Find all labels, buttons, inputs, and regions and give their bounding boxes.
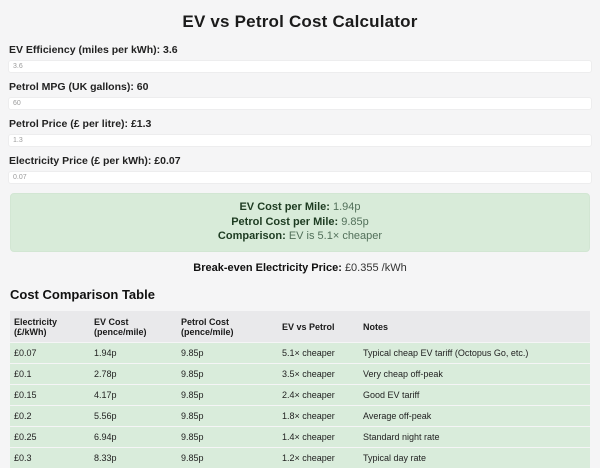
cell-ev-cost: 6.94p bbox=[90, 426, 177, 447]
cost-comparison-table bbox=[10, 311, 590, 468]
table-row bbox=[10, 426, 590, 447]
cell-electricity: £0.3 bbox=[10, 447, 90, 468]
table-row bbox=[10, 363, 590, 384]
petrol-price-input[interactable] bbox=[8, 134, 592, 147]
results-panel bbox=[10, 193, 590, 252]
breakeven-line bbox=[8, 262, 592, 274]
ev-cost-result bbox=[11, 200, 589, 215]
table-row bbox=[10, 447, 590, 468]
breakeven-label: Break-even Electricity Price: bbox=[193, 261, 342, 274]
ev-cost-result-label: EV Cost per Mile: bbox=[239, 201, 330, 213]
cell-notes: Average off-peak bbox=[359, 405, 590, 426]
cell-ev-cost: 5.56p bbox=[90, 405, 177, 426]
petrol-cost-result-label: Petrol Cost per Mile: bbox=[231, 215, 339, 228]
col-ev-vs-petrol: EV vs Petrol bbox=[278, 311, 359, 343]
table-row bbox=[10, 342, 590, 363]
breakeven-value: £0.355 /kWh bbox=[344, 261, 407, 274]
cell-electricity: £0.1 bbox=[10, 363, 90, 384]
cell-notes: Very cheap off-peak bbox=[359, 363, 590, 384]
col-ev-cost: EV Cost (pence/mile) bbox=[90, 311, 177, 343]
cell-ev-vs-petrol: 2.4× cheaper bbox=[278, 384, 359, 405]
comparison-result-label: Comparison: bbox=[217, 230, 286, 242]
petrol-mpg-input[interactable] bbox=[8, 97, 592, 110]
petrol-cost-result-value: 9.85p bbox=[341, 215, 369, 228]
electricity-price-label: Electricity Price (£ per kWh): £0.07 bbox=[9, 155, 181, 167]
col-electricity: Electricity (£/kWh) bbox=[10, 311, 90, 343]
petrol-price-label: Petrol Price (£ per litre): £1.3 bbox=[9, 118, 152, 130]
table-header-row bbox=[10, 311, 590, 343]
cell-petrol-cost: 9.85p bbox=[177, 363, 278, 384]
cell-petrol-cost: 9.85p bbox=[177, 447, 278, 468]
table-section-heading: Cost Comparison Table bbox=[10, 286, 155, 302]
table-row bbox=[10, 384, 590, 405]
cell-electricity: £0.15 bbox=[10, 384, 90, 405]
field-electricity-price bbox=[8, 156, 592, 184]
cell-ev-vs-petrol: 1.2× cheaper bbox=[278, 447, 359, 468]
cell-petrol-cost: 9.85p bbox=[177, 384, 278, 405]
petrol-mpg-label: Petrol MPG (UK gallons): 60 bbox=[9, 81, 149, 93]
cell-ev-vs-petrol: 1.4× cheaper bbox=[278, 426, 359, 447]
cell-notes: Typical cheap EV tariff (Octopus Go, etc.) bbox=[359, 342, 590, 363]
cell-electricity: £0.07 bbox=[10, 342, 90, 363]
cell-petrol-cost: 9.85p bbox=[177, 342, 278, 363]
cell-ev-cost: 4.17p bbox=[90, 384, 177, 405]
cell-electricity: £0.25 bbox=[10, 426, 90, 447]
cell-ev-cost: 2.78p bbox=[90, 363, 177, 384]
field-petrol-mpg bbox=[8, 82, 592, 110]
cell-electricity: £0.2 bbox=[10, 405, 90, 426]
cell-petrol-cost: 9.85p bbox=[177, 426, 278, 447]
field-petrol-price bbox=[8, 119, 592, 147]
field-ev-efficiency bbox=[8, 45, 592, 73]
cell-notes: Good EV tariff bbox=[359, 384, 590, 405]
cell-ev-cost: 8.33p bbox=[90, 447, 177, 468]
cell-petrol-cost: 9.85p bbox=[177, 405, 278, 426]
col-notes: Notes bbox=[359, 311, 590, 343]
cell-notes: Standard night rate bbox=[359, 426, 590, 447]
cell-ev-vs-petrol: 3.5× cheaper bbox=[278, 363, 359, 384]
cell-notes: Typical day rate bbox=[359, 447, 590, 468]
comparison-result-value: EV is 5.1× cheaper bbox=[288, 230, 383, 242]
cell-ev-cost: 1.94p bbox=[90, 342, 177, 363]
table-row bbox=[10, 405, 590, 426]
ev-efficiency-label: EV Efficiency (miles per kWh): 3.6 bbox=[9, 44, 178, 56]
col-petrol-cost: Petrol Cost (pence/mile) bbox=[177, 311, 278, 343]
ev-efficiency-input[interactable] bbox=[8, 60, 592, 73]
electricity-price-input[interactable] bbox=[8, 171, 592, 184]
comparison-result bbox=[11, 229, 589, 244]
ev-cost-result-value: 1.94p bbox=[333, 201, 361, 213]
cell-ev-vs-petrol: 5.1× cheaper bbox=[278, 342, 359, 363]
page-title: EV vs Petrol Cost Calculator bbox=[182, 12, 418, 31]
cell-ev-vs-petrol: 1.8× cheaper bbox=[278, 405, 359, 426]
petrol-cost-result bbox=[11, 215, 589, 230]
